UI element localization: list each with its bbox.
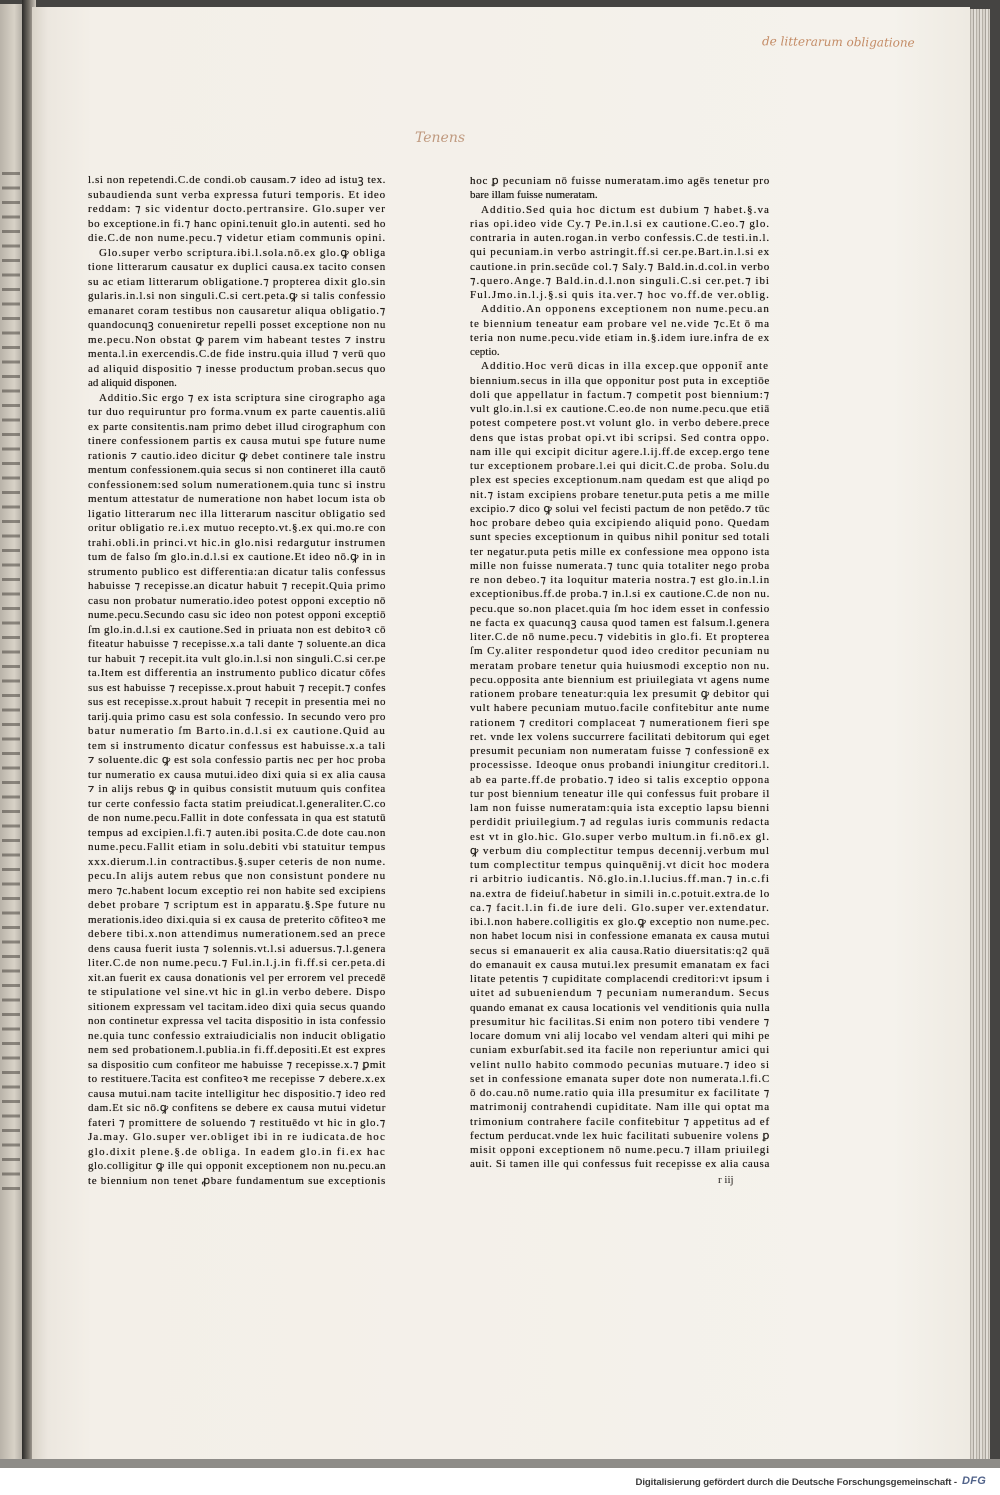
text-line-content: te stipulatione vel sine.vt hic in gl.in verbo debere. Dispo — [88, 986, 386, 998]
text-line — [470, 1029, 770, 1043]
text-line-content: tione litterarum causatur ex duplici causa.ex tacito consen — [88, 261, 386, 273]
text-line — [88, 1000, 386, 1015]
text-line-content: habuisse ⁊ recepisse.an dicatur habuit ⁊ recepit.Quia primo — [88, 580, 386, 592]
text-line — [88, 927, 386, 942]
text-line — [88, 1087, 386, 1102]
text-line-content: ꝙ verbum diu complectitur tempus decennij.verbum mul — [470, 844, 770, 857]
text-line — [470, 730, 770, 744]
text-line — [470, 488, 770, 502]
handwritten-running-head: Tenens — [415, 130, 466, 146]
text-line — [88, 318, 386, 333]
text-line-content: trimonium contrahere facile confitebitur ⁊ appetitus ad ef — [470, 1115, 770, 1128]
text-line-content: dam.Et sic nō.ꝙ confitens se debere ex causa mutui videtur — [88, 1102, 386, 1114]
text-line — [470, 744, 770, 758]
text-line-content: ibi.l.non habere.colligitis ex glo.ꝙ exceptio non nume.pec. — [470, 916, 770, 928]
text-line — [470, 830, 770, 844]
text-line — [470, 445, 770, 459]
text-line — [470, 687, 770, 701]
text-line-content: ne.quia tunc confessio extraiudicialis non inducit obligatio — [88, 1029, 386, 1042]
text-line — [88, 869, 386, 884]
text-line — [88, 608, 386, 623]
text-line-content: matrimonij contrahendi cupiditate. Nam ille qui optat ma — [470, 1101, 770, 1114]
text-line — [88, 768, 386, 783]
text-line — [470, 673, 770, 687]
text-line-content: misit opponi exceptionem nō nume.pecu.⁊ illam priuilegi — [470, 1144, 770, 1156]
facing-page-text-fragment — [2, 172, 20, 1197]
text-line-content: ri arbitrio iudicantis. Nō.glo.in.l.lucius.ff.man.⁊ in.c.fi — [470, 873, 770, 886]
text-line-content: pecu.que so.non placet.quia ſm hoc idem esset in confessio — [470, 602, 770, 615]
text-line-content: confessionem:sed solum numerationem.quia tunc si instru — [88, 478, 386, 491]
text-line — [470, 872, 770, 886]
text-line-content: nume.pecu.Fallit etiam in solu.debiti vbi statuitur tempus — [88, 841, 386, 853]
text-line — [88, 710, 386, 725]
text-line — [470, 602, 770, 616]
text-line-content: excipio.⁊ dico ꝙ solui vel fecisti pactum de non petēdo.⁊ tūc — [470, 502, 770, 515]
text-line-content: doli que appellatur in factum.⁊ competit post biennium:⁊ — [470, 388, 770, 401]
text-line-content: secus si emanauerit ex alia causa.Ratio diuersitatis:q2 quā — [470, 944, 770, 957]
text-line-content: quando emanat ex causa locationis vel venditionis quia nulla — [470, 1001, 770, 1014]
text-line — [88, 434, 386, 449]
text-line-content: ligatio litterarum nec illa litterarum nascitur obligatio sed — [88, 507, 386, 520]
text-line — [88, 507, 386, 522]
text-line-content: ab ea parte.ff.de probatio.⁊ ideo si talis exceptio oppona — [470, 773, 770, 786]
text-line-content: fateri ⁊ promittere de soluendo ⁊ restituēdo vt hic in glo.⁊ — [88, 1116, 386, 1129]
text-line-content: Ful.Jmo.in.l.j.§.si quis ita.ver.⁊ hoc vo.ff.de ver.oblig. — [470, 289, 770, 301]
text-line-content: ne facta ex quacunqꝫ causa quod tamen est falsum.l.genera — [470, 616, 770, 629]
text-line — [470, 317, 770, 331]
text-line — [88, 1058, 386, 1073]
text-line-content: qui pecuniam.in verbo astringit.ff.si cer.pe.Bart.in.l.si ex — [470, 246, 770, 259]
text-line-content: teria non nume.pecu.vide etiam in.§.idem iure.infra de ex — [470, 331, 770, 344]
text-line — [470, 203, 770, 217]
text-line — [470, 530, 770, 544]
text-line — [470, 416, 770, 430]
text-line — [470, 972, 770, 986]
book-page — [32, 7, 970, 1459]
text-line — [470, 1115, 770, 1129]
text-line — [88, 1130, 386, 1145]
text-line-content: subaudienda sunt verba expressa futuri temporis. Et ideo — [88, 188, 386, 201]
text-line — [470, 815, 770, 829]
text-line-content: gularis.in.l.si non singuli.C.si cert.peta.ꝙ si talis confessio — [88, 290, 386, 302]
text-line — [88, 1101, 386, 1116]
text-line-content: tarij.quia primo casu est sola confessio. In secundo vero pro — [88, 710, 386, 723]
text-line-content: bare illam fuisse numeratam. — [470, 189, 598, 202]
text-line-content: ⁊.quero.Ange.⁊ Bald.in.d.l.non singuli.C.si cer.pet.⁊ ibi — [470, 274, 770, 287]
text-line-content: tum de falso ſm glo.in.d.l.si ex cautione.Et ideo nō.ꝙ in in — [88, 551, 386, 563]
text-line — [88, 362, 386, 377]
text-line-content: sa dispositio cum confiteor me habuisse ⁊ recepisse.x.⁊ ꝑmit — [88, 1058, 386, 1071]
text-line-content: locare domum vni alij locabo vel vendam alteri qui mihi pe — [470, 1030, 770, 1042]
text-line-content: potest competere post.vt volunt glo. in verbo debere.prece — [470, 417, 770, 430]
text-line — [88, 405, 386, 420]
text-line-content: do emanauit ex causa mutui.lex presumit emanatam ex faci — [470, 958, 770, 971]
text-line — [470, 459, 770, 473]
text-line — [470, 516, 770, 530]
text-line — [470, 716, 770, 730]
text-line — [88, 217, 386, 232]
text-line — [88, 623, 386, 638]
text-line-content: fectum perducat.vnde lex huic facilitati subuenire volens ꝑ — [470, 1129, 770, 1142]
text-line — [470, 787, 770, 801]
text-line — [470, 559, 770, 573]
text-line-content: trahi.obli.in princi.vt hic.in glo.nisi redargutur instrumen — [88, 536, 386, 549]
text-line — [470, 174, 770, 188]
text-line-content: nit.⁊ istam excipiens probare tenetur.puta petis a me mille — [470, 488, 770, 501]
text-line-content: xxx.dierum.l.in contractibus.§.super ceteris de non nume. — [88, 855, 386, 868]
text-line — [88, 521, 386, 536]
text-line — [470, 231, 770, 245]
text-line-content: mero ⁊c.habent locum exceptio rei non habite sed excipiens — [88, 884, 386, 897]
text-line — [88, 1174, 386, 1189]
text-line-content: casu non probatur numeratio.ideo potest opponi exceptio nō — [88, 594, 386, 607]
text-line-content: me.pecu.Non obstat ꝙ parem vim habeant testes ⁊ instru — [88, 333, 386, 346]
handwritten-margin-note: de litterarum obligatione — [761, 34, 915, 50]
text-line — [88, 811, 386, 826]
text-line-content: re non debeo.⁊ ita loquitur materia nostra.⁊ est glo.in.l.in — [470, 574, 770, 586]
text-line-content: non continetur expressa vel tacita dispositio in ista confessio — [88, 1015, 386, 1027]
text-line — [88, 231, 386, 246]
text-line — [470, 1129, 770, 1143]
text-line — [470, 944, 770, 958]
text-line-content: tur post biennium teneatur ille qui confessus fuit probare il — [470, 787, 770, 800]
right-text-column — [470, 174, 770, 1172]
text-line-content: glo.dixit plene.§.de obliga. In eadem glo.in fi.ex hac — [88, 1145, 386, 1158]
text-line — [470, 844, 770, 858]
text-line — [88, 942, 386, 957]
text-line-content: rationem probare teneatur:quia lex presumit ꝙ debitor qui — [470, 688, 770, 700]
text-line — [88, 666, 386, 681]
text-line-content: non habet locum nisi in confessione emanata ex causa mutui — [470, 930, 770, 943]
text-line — [88, 898, 386, 913]
text-line-content: ad aliquid disponen. — [88, 377, 177, 389]
text-line-content: Additio.An opponens exceptionem non nume.pecu.an — [481, 303, 770, 316]
text-line-content: nem sed probationem.l.publia.in fi.ff.depositi.Et est expres — [88, 1044, 386, 1056]
text-line-content: ret. vnde lex volens succurrere facilitati debitorum qui eget — [470, 730, 770, 743]
text-line-content: causa mutui.nam tacite intelligitur hec dispositio.⁊ ideo red — [88, 1087, 386, 1100]
text-line-content: fiteatur habuisse ⁊ recepisse.x.a tali dante ⁊ soluente.an dica — [88, 638, 386, 650]
text-line — [470, 402, 770, 416]
text-line-content: ⁊ in alijs rebus ꝙ in quibus consistit mutuum quis confitea — [88, 783, 386, 795]
text-line — [88, 695, 386, 710]
text-line — [470, 374, 770, 388]
text-line — [88, 739, 386, 754]
text-line — [470, 1143, 770, 1157]
text-line-content: rias opi.ideo vide Cy.⁊ Pe.in.l.si ex cautione.C.eo.⁊ glo. — [470, 217, 770, 230]
text-line-content: mentum attestatur de numeratione non habet locum ista ob — [88, 493, 386, 505]
text-line-content: rationem ⁊ creditori complaceat ⁊ numerationem fieri spe — [470, 716, 770, 729]
text-line — [88, 376, 386, 391]
footer-bar — [0, 1468, 1000, 1495]
text-line-content: Additio.Hoc verū dicas in illa excep.que opponit̄ ante — [481, 360, 769, 373]
text-line-content: menta.l.in exercendis.C.de fide instru.quia illud ⁊ verū quo — [88, 348, 386, 360]
text-line — [88, 391, 386, 406]
text-line-content: te biennium teneatur eam probare vel ne.vide ⁊c.Et ō ma — [470, 317, 770, 330]
text-line-content: est vt in glo.hic. Glo.super verbo multum.in fi.nō.ex gl. — [470, 830, 770, 843]
text-line-content: ceptio. — [470, 346, 500, 358]
text-line — [88, 420, 386, 435]
text-line — [88, 202, 386, 217]
text-line-content: hoc probare debeo quia excipiendo aliquid pono. Quedam — [470, 517, 770, 529]
text-line — [88, 753, 386, 768]
dfg-logo-icon: DFG — [962, 1475, 987, 1487]
text-line-content: bo exceptione.in fi.⁊ hanc opini.tenuit glo.in autenti. sed ho — [88, 217, 386, 230]
text-line — [88, 333, 386, 348]
text-line-content: reddam: ⁊ sic videntur docto.pertransire. Glo.super ver — [88, 203, 386, 215]
text-line-content: glo.colligitur ꝙ ille qui opponit exceptionem non nu.pecu.an — [88, 1160, 386, 1172]
left-text-column — [88, 173, 386, 1188]
text-line-content: batur numeratio ſm Barto.in.d.l.si ex cautione.Quid au — [88, 725, 386, 737]
text-line-content: Ja.may. Glo.super ver.obliget ibi in re iudicata.de hoc — [88, 1131, 386, 1143]
text-line — [470, 1058, 770, 1072]
text-line — [88, 275, 386, 290]
text-line-content: tem si instrumento dicatur confessus est habuisse.x.a tali — [88, 739, 386, 752]
text-line-content: l.si non repetendi.C.de condi.ob causam.⁊ ideo ad istuꝫ tex. — [88, 174, 386, 186]
text-line-content: Glo.super verbo scriptura.ibi.l.sola.nō.ex glo.ꝙ obliga — [99, 246, 386, 259]
text-line — [88, 637, 386, 652]
text-line — [470, 431, 770, 445]
text-line-content: te biennium non tenet ꝓbare fundamentum sue exceptionis — [88, 1174, 386, 1187]
text-line-content: sitionem expressam vel tacitam.ideo dixi quia secus quando — [88, 1000, 386, 1013]
text-line-content: presumit pecuniam non numeratam fuisse ⁊ confessionē ex — [470, 745, 770, 757]
text-line — [88, 840, 386, 855]
footer-credit: Digitalisierung gefördert durch die Deutsche Forschungsgemeinschaft - — [635, 1477, 957, 1488]
text-line-content: vult habere pecuniam mutuo.facile confitebitur ante nume — [470, 702, 770, 715]
text-line-content: ſm Cy.aliter respondetur quod ideo creditor pecuniam nu — [470, 645, 770, 658]
text-line — [470, 986, 770, 1000]
text-line-content: lam non fuisse numeratam:quia ista exceptio lapsu bienni — [470, 802, 770, 814]
text-line-content: cautione.in prin.secūde col.⁊ Saly.⁊ Bald.in.d.col.in verbo — [470, 260, 770, 273]
text-line — [88, 492, 386, 507]
text-line — [88, 246, 386, 261]
text-line-content: perdidit priuilegium.⁊ ad regulas iuris communis redacta — [470, 816, 770, 829]
text-line — [88, 550, 386, 565]
text-line-content: nam ille qui excipit dicitur agere.l.ij.ff.de excep.ergo tene — [470, 445, 770, 458]
text-line — [470, 388, 770, 402]
text-line — [88, 681, 386, 696]
text-line-content: set in confessione emanata super dote non numerata.l.fi.C — [470, 1072, 770, 1085]
page-stack-edges — [968, 9, 990, 1460]
text-line — [470, 915, 770, 929]
text-line-content: contraria in auten.rogan.in verbo confessis.C.de testi.in.l. — [470, 232, 770, 244]
text-line — [470, 260, 770, 274]
text-line-content: tur numeratio ex causa mutui.ideo dixi quia si ex alia causa — [88, 768, 386, 781]
text-line — [470, 217, 770, 231]
text-line-content: emanaret coram testibus non causaretur aliqua obligatio.⁊ — [88, 304, 386, 317]
text-line — [470, 630, 770, 644]
text-line — [88, 797, 386, 812]
text-line-content: die.C.de non nume.pecu.⁊ videtur etiam communis opini. — [88, 232, 386, 244]
text-line-content: tur exceptionem probare.l.ei qui dicit.C.de proba. Solu.du — [470, 460, 770, 472]
text-line — [88, 855, 386, 870]
text-line-content: merationis.ideo dixi.quia si ex causa de preterito cōfiteoꝛ me — [88, 913, 386, 926]
text-line — [470, 473, 770, 487]
text-line-content: vult glo.in.l.si ex cautione.C.eo.de non nume.pecu.que etiā — [470, 403, 770, 415]
text-line — [88, 289, 386, 304]
text-line — [470, 773, 770, 787]
text-line — [88, 1159, 386, 1174]
text-line — [470, 901, 770, 915]
text-line-content: rationis ⁊ cautio.ideo dicitur ꝙ debet continere tale instru — [88, 449, 386, 462]
text-line-content: exceptionibus.ff.de proba.⁊ in.l.si ex cautione.C.de non nu. — [470, 588, 770, 601]
text-line — [470, 302, 770, 316]
text-line — [88, 260, 386, 275]
text-line — [88, 579, 386, 594]
text-line-content: de non nume.pecu.Fallit in dote confessata in qua est statutū — [88, 812, 386, 824]
text-line — [88, 956, 386, 971]
text-line-content: tur duo requiruntur pro forma.vnum ex parte cauentis.aliū — [88, 406, 386, 418]
text-line-content: nume.pecu.Secundo casu sic ideo non potest opponi exceptiō — [88, 609, 386, 621]
text-line-content: ter negatur.puta petis mille ex confessione mea oppono ista — [470, 545, 770, 558]
text-line-content: cuniam exburſabit.sed ita facile non reperiuntur amici qui — [470, 1044, 770, 1057]
text-line — [88, 985, 386, 1000]
text-line — [470, 1157, 770, 1171]
text-line-content: sunt species exceptionum in quibus nihil ponitur sed totali — [470, 531, 770, 544]
text-line — [470, 929, 770, 943]
text-line — [88, 347, 386, 362]
text-line — [470, 644, 770, 658]
text-line — [88, 594, 386, 609]
text-line — [470, 1001, 770, 1015]
text-line-content: oritur obligatio re.i.ex mutuo recepto.vt.§.ex qui.mo.re con — [88, 522, 386, 534]
text-line-content: uitet ad subueniendum ⁊ pecuniam numerandum. Secus — [470, 987, 770, 1000]
text-line — [470, 1043, 770, 1057]
text-line-content: auit. Si tamen ille qui confessus fuit recepisse ex alia causa — [470, 1158, 770, 1171]
text-line — [470, 245, 770, 259]
text-line-content: tum complectitur tempus quinquēnij.vt dicit hoc modera — [470, 859, 770, 871]
text-line — [470, 858, 770, 872]
text-line — [470, 587, 770, 601]
text-line-content: liter.C.de nō nume.pecu.⁊ videbitis in glo.fi. Et propterea — [470, 631, 770, 643]
text-line — [88, 971, 386, 986]
text-line — [88, 724, 386, 739]
text-line — [470, 274, 770, 288]
text-line — [470, 1100, 770, 1114]
text-line — [88, 536, 386, 551]
text-line-content: mille non fuisse numerata.⁊ tunc quia totaliter nego proba — [470, 559, 770, 572]
scanner-bed — [0, 1459, 1000, 1468]
text-line-content: debere tibi.x.non attendimus numerationem.sed an prece — [88, 928, 386, 940]
text-line — [88, 1014, 386, 1029]
text-line — [88, 565, 386, 580]
text-line-content: biennium.secus in illa que opponitur post puta in exceptiōe — [470, 374, 770, 387]
text-line — [470, 1015, 770, 1029]
text-line-content: processisse. Ideoque onus probandi iniungitur creditori.l. — [470, 759, 770, 772]
text-line-content: ō do.cau.nō nume.ratio quia illa presumitur ex facilitate ⁊ — [470, 1087, 770, 1099]
text-line-content: sus est habuisse ⁊ recepisse.x.prout habuit ⁊ recepit.⁊ confes — [88, 681, 386, 694]
text-line-content: ex parte consitentis.nam primo debet illud cirographum con — [88, 420, 386, 433]
text-line — [470, 188, 770, 202]
text-line — [470, 958, 770, 972]
text-line-content: litate petentis ⁊ cupiditate complacendi creditori:vt ipsum i — [470, 973, 770, 985]
text-line — [88, 826, 386, 841]
text-line-content: xit.an fuerit ex causa donationis vel per errorem vel precedē — [88, 971, 386, 984]
text-line — [88, 449, 386, 464]
text-line — [88, 652, 386, 667]
text-line-content: ⁊ soluente.dic ꝙ est sola confessio partis nec per hoc proba — [88, 754, 386, 766]
text-line — [470, 331, 770, 345]
text-line-content: debet probare ⁊ scriptum est in apparatu.§.Spe future nu — [88, 899, 386, 911]
text-line-content: presumitur hic facilitas.Si enim non potero tibi vendere ⁊ — [470, 1015, 770, 1028]
text-line — [470, 545, 770, 559]
text-line — [88, 478, 386, 493]
text-line — [88, 1029, 386, 1044]
text-line — [88, 782, 386, 797]
text-line-content: hoc ꝑ pecuniam nō fuisse numeratam.imo agēs tenetur pro — [470, 175, 770, 187]
text-line — [88, 913, 386, 928]
text-line-content: mentum confessionem.quia secus si non contineret illa cautō — [88, 464, 386, 476]
text-line — [470, 502, 770, 516]
text-line-content: na.extra de fideiuſ.habetur in simili in.c.potuit.extra.de lo — [470, 887, 770, 900]
text-line — [470, 359, 770, 373]
text-line-content: dens que istas probat opi.vt ibi scripsi. Sed contra oppo. — [470, 431, 770, 444]
text-line — [88, 173, 386, 188]
text-line-content: ſm glo.in.d.l.si ex cautione.Sed in priuata non est debitoꝛ cō — [88, 623, 386, 636]
text-line-content: ta.Item est differentia an instrumento publico dicatur cōfes — [88, 667, 386, 679]
text-line-content: meratam probare tenetur quia huiusmodi exceptio non nu. — [470, 659, 770, 672]
text-line — [88, 1116, 386, 1131]
text-line-content: tempus ad excipien.l.fi.⁊ auten.ibi posita.C.de dote cau.non — [88, 826, 386, 839]
text-line — [470, 701, 770, 715]
text-line — [470, 659, 770, 673]
text-line — [88, 1145, 386, 1160]
text-line-content: pecu.opposita ante biennium est priuilegiata vt agens nume — [470, 673, 770, 686]
text-line-content: sus est recepisse.x.prout habuit ⁊ recepit in presentia mei no — [88, 696, 386, 708]
text-line — [470, 758, 770, 772]
text-line-content: ad aliquid dispositio ⁊ inesse productum proban.secus quo — [88, 362, 386, 375]
signature-mark: r iij — [718, 1174, 734, 1186]
text-line-content: ca.⁊ facit.l.in fi.de iure deli. Glo.super ver.extendatur. — [470, 901, 770, 914]
text-line-content: liter.C.de non nume.pecu.⁊ Ful.in.l.j.in fi.ff.si cer.peta.di — [88, 957, 386, 969]
text-line-content: dens causa fuerit iusta ⁊ solennis.vt.l.si aduersus.⁊.l.genera — [88, 942, 386, 955]
text-line — [88, 1043, 386, 1058]
text-line-content: plex est species exceptionum.nam quedam est que aliqd po — [470, 474, 770, 487]
text-line-content: velint nullo habito commodo pecunias mutuare.⁊ ideo si — [470, 1058, 770, 1071]
text-line-content: quandocunqꝫ conueniretur repelli posset exceptione non nu — [88, 319, 386, 331]
text-line-content: tur certe confessio facta statim preiudicat.l.generaliter.C.co — [88, 797, 386, 810]
text-line — [470, 616, 770, 630]
text-line-content: to restituere.Tacita est confiteoꝛ me recepisse ⁊ debere.x.ex — [88, 1073, 386, 1085]
text-line-content: su ac etiam litterarum obligatione.⁊ propterea dixit glo.sin — [88, 275, 386, 288]
text-line — [470, 573, 770, 587]
text-line — [470, 1072, 770, 1086]
text-line — [470, 345, 770, 359]
text-line — [470, 288, 770, 302]
text-line — [88, 884, 386, 899]
text-line-content: pecu.In alijs autem rebus que non consistunt pondere nu — [88, 870, 386, 882]
text-line-content: Additio.Sed quia hoc dictum est dubium ⁊ habet.§.va — [481, 203, 770, 216]
text-line — [88, 463, 386, 478]
text-line — [470, 801, 770, 815]
text-line-content: tur habuit ⁊ recepit.ita vult glo.in.l.si non singuli.C.si cer.pe — [88, 652, 386, 665]
text-line-content: Additio.Sic ergo ⁊ ex ista scriptura sine cirographo aga — [99, 391, 386, 404]
text-line — [470, 887, 770, 901]
text-line-content: tinere confessionem partis ex causa mutui spe future nume — [88, 435, 386, 447]
text-line — [88, 188, 386, 203]
text-line — [470, 1086, 770, 1100]
text-line — [88, 304, 386, 319]
text-line — [88, 1072, 386, 1087]
text-line-content: strumento publico est differentia:an dicatur talis confessus — [88, 565, 386, 578]
